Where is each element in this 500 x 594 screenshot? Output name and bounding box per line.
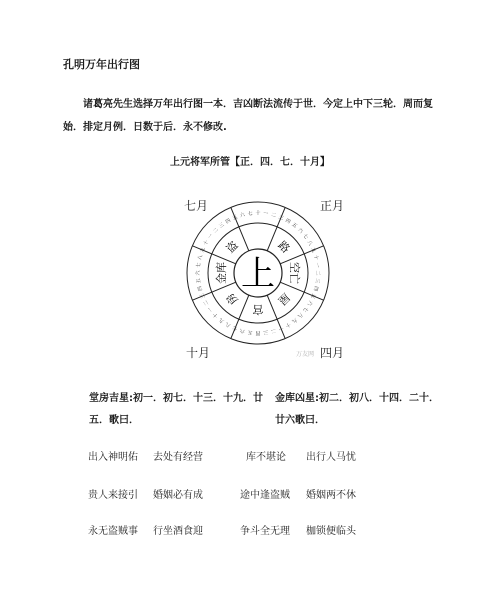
day-number-glyph: 六 xyxy=(195,270,202,276)
day-number-glyph: 十 xyxy=(311,254,320,261)
page-title: 孔明万年出行图 xyxy=(63,58,140,71)
saying-cell: 贵人来接引 xyxy=(88,490,138,501)
saying-cell: 婚姻两不休 xyxy=(306,490,356,501)
saying-cell: 争斗全无理 xyxy=(240,526,290,537)
saying-cell: 去处有经营 xyxy=(153,452,203,463)
sector-label: 盗 xyxy=(223,238,241,256)
day-number-glyph: 九 xyxy=(290,316,299,325)
day-number-glyph: 一 xyxy=(262,210,269,218)
day-number-glyph: 七 xyxy=(301,232,310,241)
month-label-bottom-right: 四月 xyxy=(320,346,345,360)
saying-cell: 行坐酒食迎 xyxy=(153,526,203,537)
day-number-glyph: 十 xyxy=(284,320,292,329)
saying-cell: 出行人马忧 xyxy=(306,452,356,463)
day-number-glyph: 一 xyxy=(206,305,215,314)
day-number-glyph: 三 xyxy=(262,328,269,336)
day-number-glyph: 二 xyxy=(202,299,211,307)
day-number-glyph: 一 xyxy=(277,324,285,332)
saying-cell: 永无盗贼事 xyxy=(88,526,138,537)
day-number-glyph: 一 xyxy=(313,262,321,269)
sector-label: 宫 xyxy=(252,303,264,316)
day-number-glyph: 十 xyxy=(255,210,261,217)
center-character: 上 xyxy=(241,254,275,294)
sector-label: 屋 xyxy=(275,290,293,308)
day-number-glyph: 五 xyxy=(309,292,317,300)
intro-paragraph: 诸葛亮先生选择万年出行图一本．吉凶断法流传于世．今定上中下三轮．周而复始．排定月例．日数于后．永不修改. xyxy=(63,99,433,133)
day-number-glyph: 二 xyxy=(270,326,277,335)
day-number-glyph: 四 xyxy=(224,217,232,226)
day-number-glyph: 五 xyxy=(247,328,254,336)
day-number-glyph: 十 xyxy=(212,311,220,319)
day-number-glyph: 八 xyxy=(196,254,205,261)
day-number-glyph: 九 xyxy=(199,246,207,254)
day-number-glyph: 五 xyxy=(231,214,239,222)
month-label-top-right: 正月 xyxy=(320,199,345,213)
month-label-bottom-left: 十月 xyxy=(186,346,211,360)
day-number-glyph: 三 xyxy=(277,214,285,222)
day-number-glyph: 三 xyxy=(217,221,226,230)
day-number-glyph: 五 xyxy=(195,277,203,284)
day-number-glyph: 一 xyxy=(206,232,215,241)
day-number-glyph: 十 xyxy=(202,239,211,247)
saying-cell: 出入神明佑 xyxy=(88,452,138,463)
day-number-glyph: 二 xyxy=(212,227,220,235)
day-number-glyph: 四 xyxy=(284,217,292,226)
day-number-glyph: 七 xyxy=(247,210,254,218)
day-number-glyph: 四 xyxy=(311,285,320,292)
watermark: 万友网 xyxy=(296,351,315,358)
travel-wheel-diagram xyxy=(180,190,340,350)
saying-cell: 婚姻必有成 xyxy=(153,490,203,501)
day-number-glyph: 六 xyxy=(239,211,246,220)
tangfang-star-line: 堂房吉星:初一．初七．十三．十九．廿五．歌曰． xyxy=(89,393,263,426)
day-number-glyph: 七 xyxy=(231,324,239,332)
day-number-glyph: 八 xyxy=(305,239,314,247)
day-number-glyph: 五 xyxy=(290,221,299,230)
sector-label: 路 xyxy=(275,238,293,256)
sector-label: 空亡 xyxy=(288,262,301,284)
month-label-top-left: 七月 xyxy=(184,199,209,213)
day-number-glyph: 二 xyxy=(270,211,277,220)
section-subtitle: 上元将军所管【正．四．七．十月】 xyxy=(170,157,330,168)
day-number-glyph: 九 xyxy=(217,316,226,325)
saying-cell: 枷锁便临头 xyxy=(306,526,356,537)
day-number-glyph: 四 xyxy=(196,285,205,292)
day-number-glyph: 六 xyxy=(296,227,304,235)
day-number-glyph: 三 xyxy=(199,292,207,300)
day-number-glyph: 八 xyxy=(296,311,304,319)
jinku-star-line: 金库凶星:初二．初八．十四．二十．廿六歌曰． xyxy=(275,393,439,426)
day-number-glyph: 四 xyxy=(255,329,261,336)
sector-label: 房 xyxy=(223,290,241,308)
saying-cell: 途中逢盗贼 xyxy=(240,490,290,501)
day-number-glyph: 八 xyxy=(224,320,232,329)
day-number-glyph: 七 xyxy=(301,305,310,314)
day-number-glyph: 三 xyxy=(313,277,321,284)
day-number-glyph: 六 xyxy=(239,326,246,335)
saying-cell: 库不堪论 xyxy=(246,452,286,463)
sector-label: 金库 xyxy=(215,262,228,284)
day-number-glyph: 二 xyxy=(314,270,321,276)
day-number-glyph: 六 xyxy=(305,299,314,307)
day-number-glyph: 七 xyxy=(195,262,203,269)
day-number-glyph: 九 xyxy=(309,246,317,254)
